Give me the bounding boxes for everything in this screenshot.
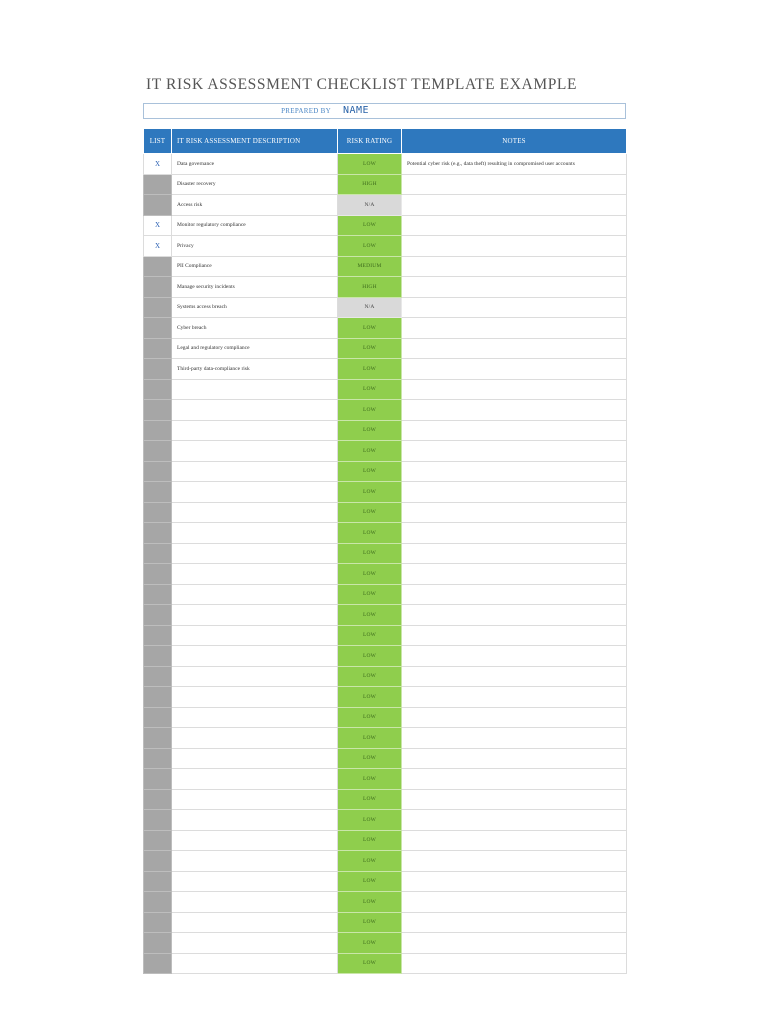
prepared-by-bar (143, 103, 626, 119)
risk-rating-cell[interactable]: LOW (338, 502, 402, 523)
list-check-cell[interactable] (144, 195, 172, 216)
risk-rating-cell[interactable]: LOW (338, 666, 402, 687)
table-row (144, 666, 627, 687)
description-cell[interactable] (172, 461, 338, 482)
notes-cell[interactable] (402, 195, 627, 216)
risk-rating-cell[interactable]: LOW (338, 543, 402, 564)
list-check-cell[interactable] (144, 830, 172, 851)
list-check-cell[interactable] (144, 502, 172, 523)
description-cell[interactable] (172, 789, 338, 810)
list-check-cell[interactable] (144, 871, 172, 892)
list-check-cell[interactable]: X (144, 236, 172, 257)
list-check-cell[interactable]: X (144, 154, 172, 175)
description-cell[interactable] (172, 400, 338, 421)
risk-rating-cell[interactable]: LOW (338, 625, 402, 646)
table-row (144, 297, 627, 318)
risk-rating-cell[interactable]: LOW (338, 830, 402, 851)
description-cell[interactable]: Cyber breach (172, 318, 338, 339)
risk-rating-cell[interactable]: LOW (338, 851, 402, 872)
notes-cell[interactable] (402, 953, 627, 974)
risk-rating-cell[interactable]: LOW (338, 769, 402, 790)
description-cell[interactable] (172, 482, 338, 503)
description-cell[interactable] (172, 830, 338, 851)
notes-cell[interactable] (402, 318, 627, 339)
list-check-cell[interactable] (144, 584, 172, 605)
table-row (144, 277, 627, 298)
risk-rating-cell[interactable]: LOW (338, 646, 402, 667)
list-check-cell[interactable] (144, 687, 172, 708)
table-row (144, 605, 627, 626)
page-title: IT RISK ASSESSMENT CHECKLIST TEMPLATE EXAMPLE (146, 76, 578, 93)
notes-cell[interactable] (402, 174, 627, 195)
risk-rating-cell[interactable]: LOW (338, 892, 402, 913)
notes-cell[interactable] (402, 605, 627, 626)
table-row (144, 215, 627, 236)
table-row (144, 584, 627, 605)
list-check-cell[interactable] (144, 953, 172, 974)
notes-cell[interactable] (402, 420, 627, 441)
table-row (144, 523, 627, 544)
table-row (144, 933, 627, 954)
description-cell[interactable] (172, 851, 338, 872)
prepared-by-label: PREPARED BY (281, 107, 331, 115)
list-check-cell[interactable] (144, 892, 172, 913)
risk-rating-cell[interactable]: MEDIUM (338, 256, 402, 277)
notes-cell[interactable] (402, 912, 627, 933)
description-cell[interactable] (172, 666, 338, 687)
description-cell[interactable] (172, 420, 338, 441)
risk-rating-cell[interactable]: LOW (338, 728, 402, 749)
table-row (144, 195, 627, 216)
risk-rating-cell[interactable]: LOW (338, 215, 402, 236)
table-row (144, 379, 627, 400)
description-cell[interactable] (172, 953, 338, 974)
risk-rating-cell[interactable]: N/A (338, 297, 402, 318)
table-row (144, 420, 627, 441)
risk-rating-cell[interactable]: LOW (338, 871, 402, 892)
table-row (144, 892, 627, 913)
description-cell[interactable] (172, 605, 338, 626)
table-row (144, 871, 627, 892)
description-cell[interactable] (172, 502, 338, 523)
risk-rating-cell[interactable]: LOW (338, 379, 402, 400)
notes-cell[interactable] (402, 256, 627, 277)
risk-checklist-table (143, 128, 627, 974)
table-row (144, 154, 627, 175)
list-check-cell[interactable] (144, 379, 172, 400)
risk-rating-cell[interactable]: LOW (338, 748, 402, 769)
description-cell[interactable] (172, 871, 338, 892)
risk-rating-cell[interactable]: LOW (338, 441, 402, 462)
description-cell[interactable] (172, 892, 338, 913)
notes-cell[interactable] (402, 748, 627, 769)
table-row (144, 953, 627, 974)
table-row (144, 502, 627, 523)
risk-rating-cell[interactable]: LOW (338, 953, 402, 974)
notes-cell[interactable] (402, 338, 627, 359)
description-cell[interactable] (172, 707, 338, 728)
table-row (144, 543, 627, 564)
description-cell[interactable] (172, 523, 338, 544)
description-cell[interactable]: Privacy (172, 236, 338, 257)
list-check-cell[interactable] (144, 359, 172, 380)
notes-cell[interactable] (402, 625, 627, 646)
notes-cell[interactable] (402, 564, 627, 585)
description-cell[interactable]: Systems access breach (172, 297, 338, 318)
list-check-cell[interactable] (144, 646, 172, 667)
risk-rating-cell[interactable]: LOW (338, 236, 402, 257)
notes-cell[interactable] (402, 359, 627, 380)
risk-rating-cell[interactable]: LOW (338, 933, 402, 954)
risk-rating-cell[interactable]: LOW (338, 338, 402, 359)
description-cell[interactable] (172, 646, 338, 667)
risk-rating-cell[interactable]: LOW (338, 318, 402, 339)
table-row (144, 687, 627, 708)
description-cell[interactable] (172, 379, 338, 400)
notes-cell[interactable] (402, 461, 627, 482)
description-cell[interactable] (172, 912, 338, 933)
risk-rating-cell[interactable]: LOW (338, 810, 402, 831)
description-cell[interactable] (172, 933, 338, 954)
notes-cell[interactable] (402, 810, 627, 831)
table-row (144, 728, 627, 749)
list-check-cell[interactable] (144, 338, 172, 359)
list-check-cell[interactable] (144, 482, 172, 503)
list-check-cell[interactable] (144, 523, 172, 544)
list-check-cell[interactable] (144, 543, 172, 564)
list-check-cell[interactable] (144, 564, 172, 585)
description-cell[interactable]: Third-party data-compliance risk (172, 359, 338, 380)
table-header-row (144, 129, 627, 154)
list-check-cell[interactable] (144, 851, 172, 872)
risk-rating-cell[interactable]: LOW (338, 523, 402, 544)
notes-cell[interactable] (402, 769, 627, 790)
table-row (144, 912, 627, 933)
description-cell[interactable]: Manage security incidents (172, 277, 338, 298)
list-check-cell[interactable] (144, 174, 172, 195)
notes-cell[interactable] (402, 789, 627, 810)
notes-cell[interactable] (402, 297, 627, 318)
table-body (144, 154, 627, 974)
list-check-cell[interactable] (144, 441, 172, 462)
prepared-by-name[interactable]: NAME (343, 105, 370, 116)
list-check-cell[interactable] (144, 769, 172, 790)
table-row (144, 400, 627, 421)
notes-cell[interactable] (402, 707, 627, 728)
header-notes: NOTES (402, 129, 627, 154)
description-cell[interactable] (172, 625, 338, 646)
notes-cell[interactable] (402, 277, 627, 298)
risk-rating-cell[interactable]: HIGH (338, 277, 402, 298)
notes-cell[interactable] (402, 236, 627, 257)
risk-rating-cell[interactable]: LOW (338, 461, 402, 482)
list-check-cell[interactable] (144, 789, 172, 810)
notes-cell[interactable] (402, 400, 627, 421)
list-check-cell[interactable] (144, 933, 172, 954)
table-row (144, 318, 627, 339)
notes-cell[interactable] (402, 687, 627, 708)
list-check-cell[interactable] (144, 420, 172, 441)
notes-cell[interactable] (402, 892, 627, 913)
table-row (144, 625, 627, 646)
risk-rating-cell[interactable]: LOW (338, 687, 402, 708)
list-check-cell[interactable] (144, 666, 172, 687)
risk-rating-cell[interactable]: LOW (338, 420, 402, 441)
description-cell[interactable] (172, 564, 338, 585)
description-cell[interactable] (172, 810, 338, 831)
description-cell[interactable] (172, 769, 338, 790)
header-description: IT RISK ASSESSMENT DESCRIPTION (172, 129, 338, 154)
table-row (144, 236, 627, 257)
table-row (144, 256, 627, 277)
list-check-cell[interactable] (144, 461, 172, 482)
risk-rating-cell[interactable]: LOW (338, 584, 402, 605)
table-row (144, 830, 627, 851)
list-check-cell[interactable] (144, 297, 172, 318)
risk-rating-cell[interactable]: LOW (338, 564, 402, 585)
header-risk-rating: RISK RATING (338, 129, 402, 154)
description-cell[interactable] (172, 441, 338, 462)
notes-cell[interactable] (402, 584, 627, 605)
description-cell[interactable]: PII Compliance (172, 256, 338, 277)
risk-rating-cell[interactable]: LOW (338, 789, 402, 810)
table-row (144, 646, 627, 667)
description-cell[interactable] (172, 728, 338, 749)
table-row (144, 810, 627, 831)
list-check-cell[interactable] (144, 810, 172, 831)
table-row (144, 441, 627, 462)
header-list: LIST (144, 129, 172, 154)
list-check-cell[interactable] (144, 728, 172, 749)
list-check-cell[interactable]: X (144, 215, 172, 236)
table-row (144, 564, 627, 585)
notes-cell[interactable] (402, 666, 627, 687)
risk-rating-cell[interactable]: LOW (338, 707, 402, 728)
notes-cell[interactable] (402, 502, 627, 523)
notes-cell[interactable]: Potential cyber risk (e.g., data theft) resulting in compromised user accounts (402, 154, 627, 175)
description-cell[interactable]: Legal and regulatory compliance (172, 338, 338, 359)
risk-rating-cell[interactable]: LOW (338, 400, 402, 421)
notes-cell[interactable] (402, 379, 627, 400)
description-cell[interactable]: Data governance (172, 154, 338, 175)
list-check-cell[interactable] (144, 912, 172, 933)
notes-cell[interactable] (402, 830, 627, 851)
table-row (144, 769, 627, 790)
table-row (144, 338, 627, 359)
notes-cell[interactable] (402, 482, 627, 503)
list-check-cell[interactable] (144, 400, 172, 421)
notes-cell[interactable] (402, 871, 627, 892)
list-check-cell[interactable] (144, 277, 172, 298)
risk-rating-cell[interactable]: N/A (338, 195, 402, 216)
table-row (144, 482, 627, 503)
list-check-cell[interactable] (144, 748, 172, 769)
notes-cell[interactable] (402, 728, 627, 749)
notes-cell[interactable] (402, 523, 627, 544)
table-row (144, 359, 627, 380)
description-cell[interactable] (172, 687, 338, 708)
description-cell[interactable] (172, 584, 338, 605)
list-check-cell[interactable] (144, 707, 172, 728)
risk-rating-cell[interactable]: LOW (338, 482, 402, 503)
table-row (144, 707, 627, 728)
risk-rating-cell[interactable]: HIGH (338, 174, 402, 195)
description-cell[interactable] (172, 543, 338, 564)
notes-cell[interactable] (402, 851, 627, 872)
table-row (144, 851, 627, 872)
table-row (144, 748, 627, 769)
risk-rating-cell[interactable]: LOW (338, 912, 402, 933)
notes-cell[interactable] (402, 933, 627, 954)
list-check-cell[interactable] (144, 318, 172, 339)
description-cell[interactable] (172, 748, 338, 769)
risk-rating-cell[interactable]: LOW (338, 154, 402, 175)
risk-rating-cell[interactable]: LOW (338, 605, 402, 626)
description-cell[interactable]: Disaster recovery (172, 174, 338, 195)
list-check-cell[interactable] (144, 256, 172, 277)
notes-cell[interactable] (402, 441, 627, 462)
table-row (144, 789, 627, 810)
notes-cell[interactable] (402, 215, 627, 236)
description-cell[interactable]: Monitor regulatory compliance (172, 215, 338, 236)
list-check-cell[interactable] (144, 605, 172, 626)
table-row (144, 461, 627, 482)
notes-cell[interactable] (402, 646, 627, 667)
table-row (144, 174, 627, 195)
notes-cell[interactable] (402, 543, 627, 564)
description-cell[interactable]: Access risk (172, 195, 338, 216)
risk-rating-cell[interactable]: LOW (338, 359, 402, 380)
list-check-cell[interactable] (144, 625, 172, 646)
